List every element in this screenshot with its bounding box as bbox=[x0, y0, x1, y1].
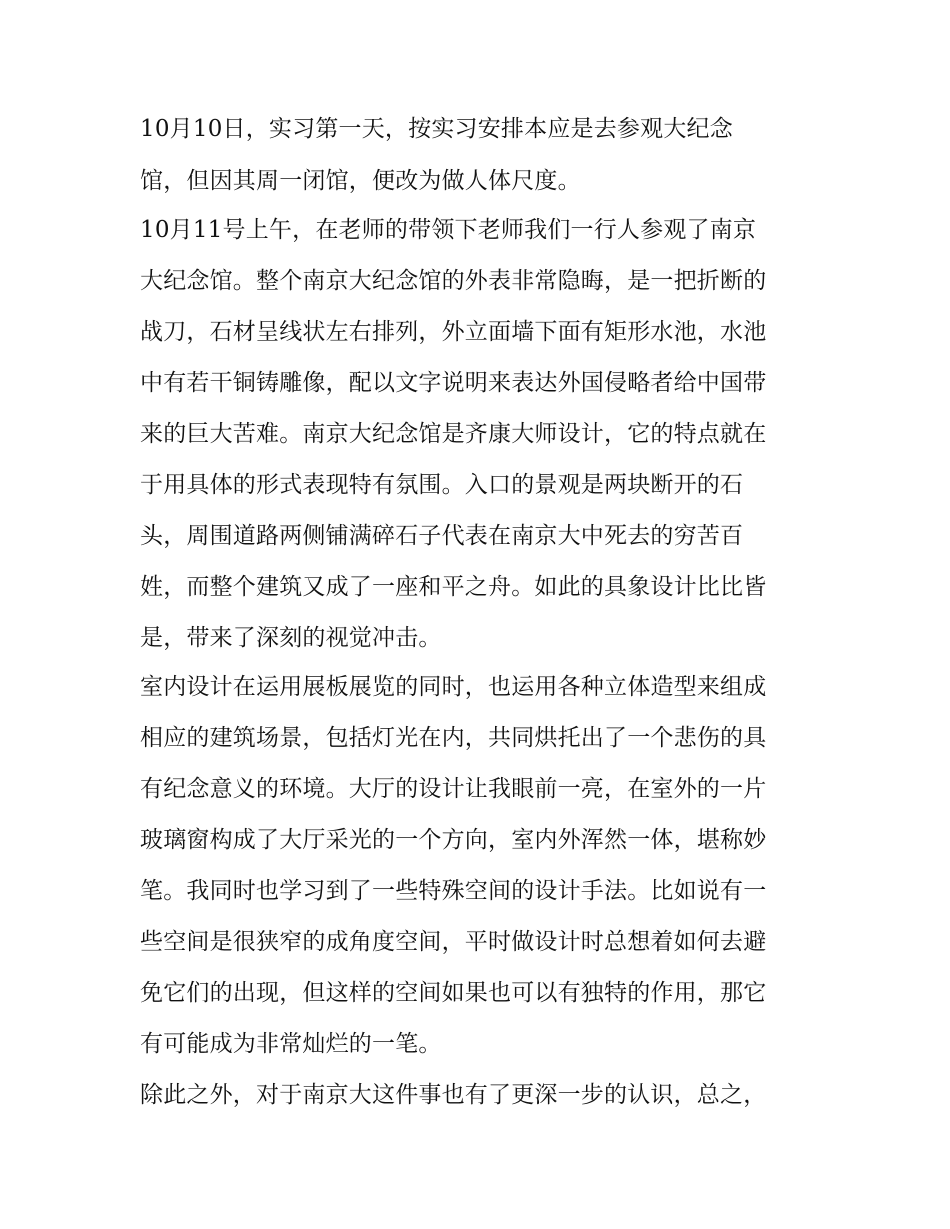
text-line: 有可能成为非常灿烂的一笔。 bbox=[140, 1031, 442, 1057]
text-line: 除此之外，对于南京大这件事也有了更深一步的认识，总之， bbox=[140, 1082, 767, 1108]
text-line: 10月11号上午，在老师的带领下老师我们一行人参观了南京 bbox=[140, 217, 757, 243]
text-line: 是，带来了深刻的视觉冲击。 bbox=[140, 625, 442, 651]
text-line: 来的巨大苦难。南京大纪念馆是齐康大师设计，它的特点就在 bbox=[140, 421, 767, 447]
text-line: 些空间是很狭窄的成角度空间，平时做设计时总想着如何去避 bbox=[140, 929, 767, 955]
text-line: 有纪念意义的环境。大厅的设计让我眼前一亮，在室外的一片 bbox=[140, 776, 767, 802]
text-line: 玻璃窗构成了大厅采光的一个方向，室内外浑然一体，堪称妙 bbox=[140, 827, 767, 853]
text-line: 中有若干铜铸雕像，配以文字说明来表达外国侵略者给中国带 bbox=[140, 370, 767, 396]
text-line: 10月10日，实习第一天，按实习安排本应是去参观大纪念 bbox=[140, 116, 733, 142]
text-line: 于用具体的形式表现特有氛围。入口的景观是两块断开的石 bbox=[140, 472, 744, 498]
text-line: 笔。我同时也学习到了一些特殊空间的设计手法。比如说有一 bbox=[140, 878, 767, 904]
text-line: 馆，但因其周一闭馆，便改为做人体尺度。 bbox=[140, 168, 581, 194]
text-line: 大纪念馆。整个南京大纪念馆的外表非常隐晦，是一把折断的 bbox=[140, 268, 767, 294]
text-line: 免它们的出现，但这样的空间如果也可以有独特的作用，那它 bbox=[140, 980, 767, 1006]
text-line: 战刀，石材呈线状左右排列，外立面墙下面有矩形水池，水池 bbox=[140, 319, 767, 345]
text-line: 头，周围道路两侧铺满碎石子代表在南京大中死去的穷苦百 bbox=[140, 523, 744, 549]
text-line: 姓，而整个建筑又成了一座和平之舟。如此的具象设计比比皆 bbox=[140, 574, 767, 600]
text-line: 室内设计在运用展板展览的同时，也运用各种立体造型来组成 bbox=[140, 674, 767, 700]
text-line: 相应的建筑场景，包括灯光在内，共同烘托出了一个悲伤的具 bbox=[140, 725, 767, 751]
